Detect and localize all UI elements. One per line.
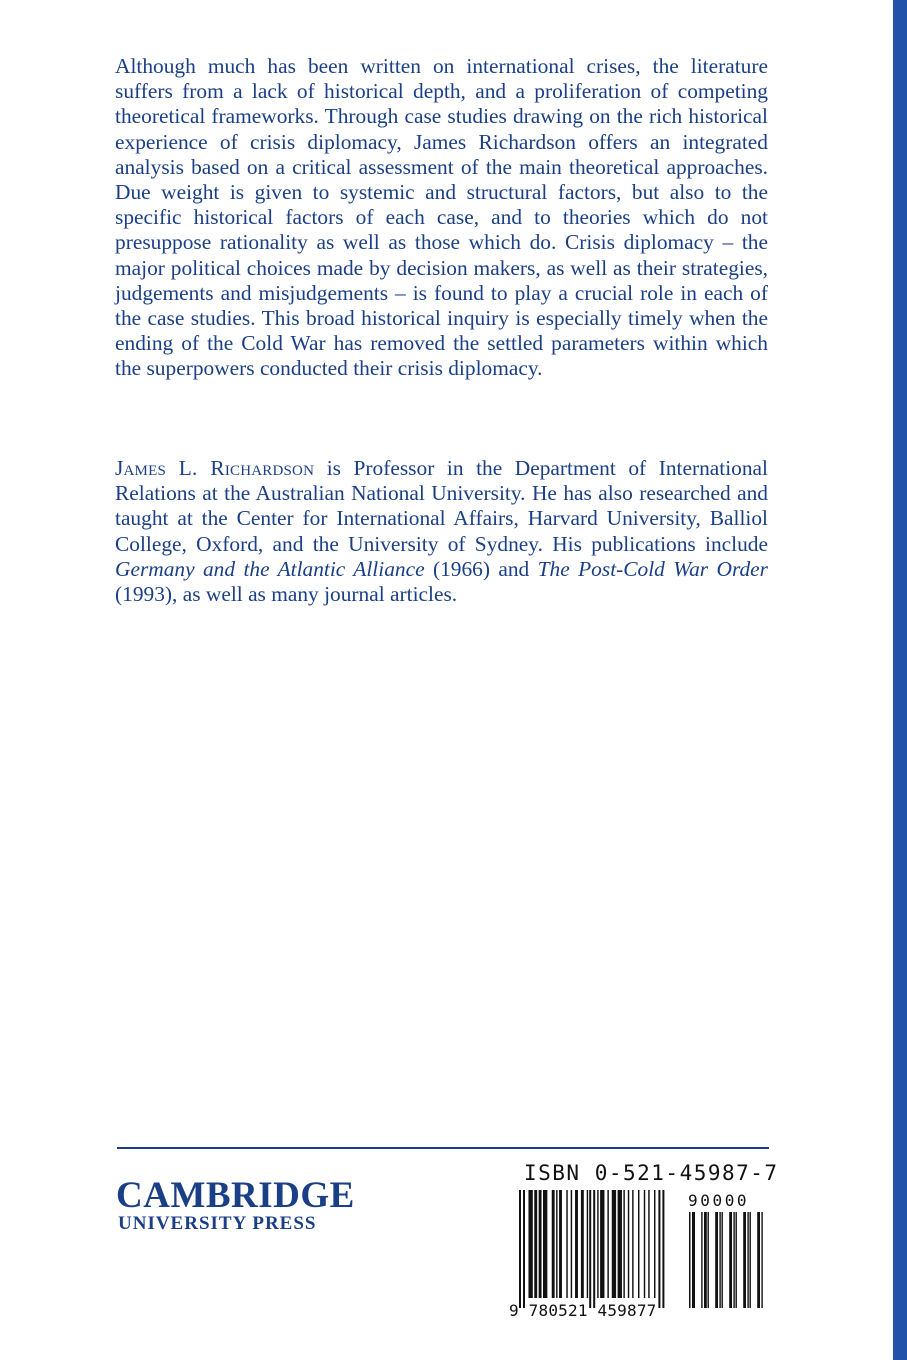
barcode-bar (593, 1190, 595, 1308)
barcode-bar (708, 1212, 709, 1308)
barcode-bar (618, 1190, 622, 1298)
barcode-bar (556, 1190, 557, 1298)
barcode-bar (722, 1212, 723, 1308)
barcode-bar (715, 1212, 718, 1308)
barcode-bar (519, 1190, 521, 1308)
barcode-addon-digits: 90000 (688, 1191, 750, 1210)
barcode-bar (628, 1190, 629, 1298)
author-bio-paragraph (115, 456, 768, 607)
barcode-bar (612, 1190, 616, 1298)
book-title-2: The Post-Cold War Order (537, 556, 768, 581)
barcode-bar (719, 1212, 720, 1308)
barcode-bar (692, 1212, 695, 1308)
barcode-bar (528, 1190, 532, 1298)
barcode-bar (648, 1190, 649, 1298)
barcode-bar (581, 1190, 584, 1298)
barcode-bar (701, 1212, 702, 1308)
barcode-bar (736, 1212, 737, 1308)
book-title-1: Germany and the Atlantic Alliance (115, 556, 425, 581)
barcode-bar (658, 1190, 660, 1308)
barcode-bar (534, 1190, 537, 1298)
barcode-bar (654, 1190, 655, 1298)
author-bio-text-1: is Professor in the Department of International Relations at the Australian National University. He has also researched and taught at the Center for International Affairs, Harvard University, Balliol College, Oxford, and the University of Sydney. His publications include (115, 456, 768, 556)
barcode-bar (689, 1212, 691, 1308)
barcode-bar (644, 1190, 645, 1298)
barcode-bar (733, 1212, 734, 1308)
barcode-bar (571, 1190, 572, 1298)
author-name: James L. Richardson (115, 456, 315, 480)
barcode-bar (539, 1190, 542, 1298)
barcode-bar (623, 1190, 624, 1298)
author-bio-text-3: (1993), as well as many journal articles. (115, 582, 458, 607)
publisher-logo-name: CAMBRIDGE (116, 1175, 355, 1216)
barcode-bar (750, 1212, 751, 1308)
barcode-bar (704, 1212, 707, 1308)
barcode-bar (600, 1190, 604, 1298)
barcode-bar (743, 1212, 746, 1308)
author-bio-text-2: (1966) and (424, 556, 538, 581)
barcode-bar (587, 1190, 588, 1298)
barcode-bar (597, 1190, 598, 1298)
footer-divider (117, 1147, 769, 1149)
barcode-bar (607, 1190, 608, 1298)
barcode-bar (662, 1190, 664, 1308)
barcode-bar (575, 1190, 578, 1298)
isbn-label: ISBN 0-521-45987-7 (524, 1161, 779, 1185)
spine-edge-strip (893, 0, 907, 1360)
barcode-digits: 9 780521 459877 (509, 1301, 657, 1320)
barcode-bar (589, 1190, 591, 1308)
barcode-bar (632, 1190, 633, 1298)
barcode-bar (543, 1190, 547, 1298)
publisher-logo-subname: UNIVERSITY PRESS (118, 1213, 317, 1234)
barcode-bar (559, 1190, 562, 1298)
barcode-bar (757, 1212, 760, 1308)
barcode-bar (552, 1190, 555, 1298)
blurb-paragraph: Although much has been written on international crises, the literature suffers from a lack of historical depth, and a proliferation of competing theoretical frameworks. Through case studies drawing on the rich historical experience of crisis diplomacy, James Richardson offers an integrated analysis based on a critical assessment of the main theoretical approaches. Due weight is given to systemic and structural factors, but also to the specific historical factors of each case, and to theories which do not presuppose rationality as well as those which do. Crisis diplomacy – the major political choices made by decision makers, as well as their strategies, judgements and misjudgements – is found to play a crucial role in each of the case studies. This broad historical inquiry is especially timely when the ending of the Cold War has removed the settled parameters within which the superpowers conducted their crisis diplomacy. (115, 54, 768, 381)
barcode-bar (638, 1190, 639, 1298)
barcode-bar (523, 1190, 525, 1308)
barcode-bar (729, 1212, 732, 1308)
barcode-bar (747, 1212, 748, 1308)
barcode-bar (761, 1212, 762, 1308)
barcode-bar (566, 1190, 567, 1298)
